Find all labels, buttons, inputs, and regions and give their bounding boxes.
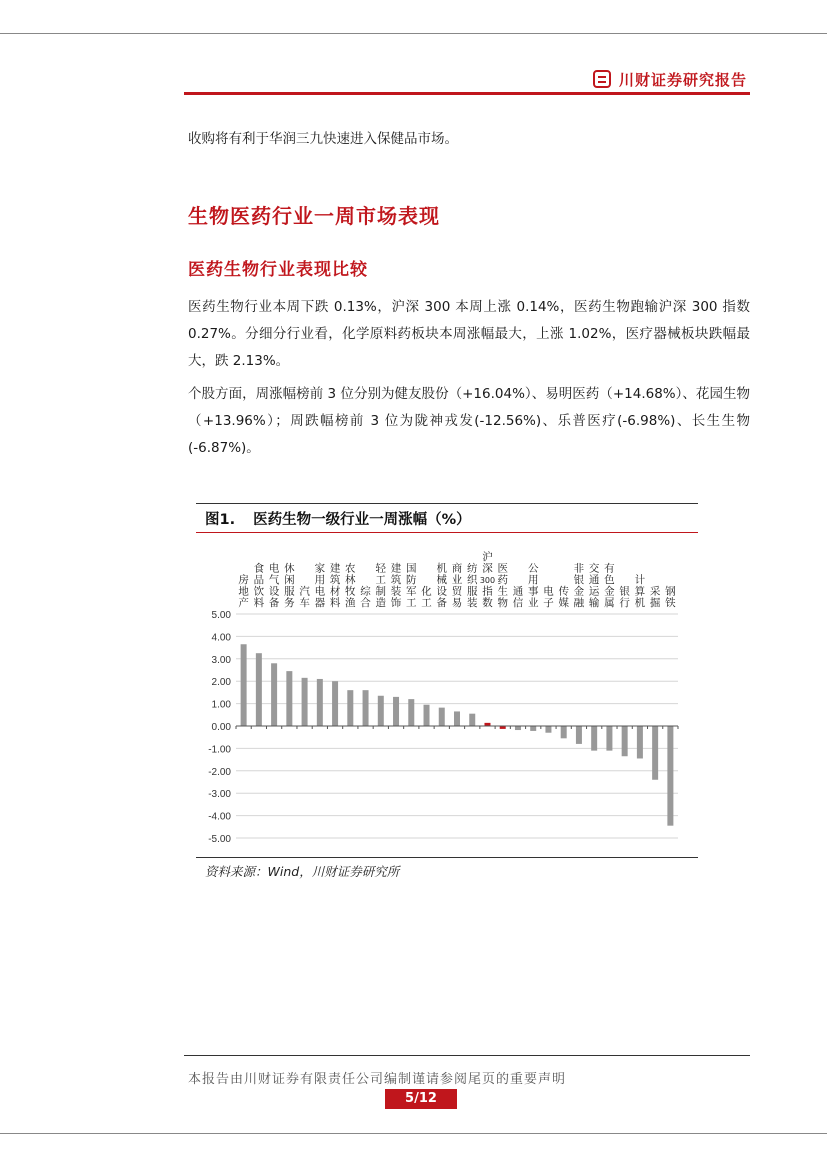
bar: [591, 726, 597, 751]
category-label: 计算机: [634, 574, 646, 609]
intro-text: 收购将有利于华润三九快速进入保健品市场。: [188, 131, 458, 147]
bar: [347, 690, 353, 726]
figure-bottom-rule: [196, 857, 698, 858]
category-label: 交通运输: [588, 562, 600, 609]
category-label: 汽车: [299, 585, 310, 609]
figure-title: [205, 508, 471, 529]
category-label: 公用事业: [527, 562, 539, 609]
bar: [317, 679, 323, 726]
bar: [545, 726, 551, 733]
category-label: 传媒: [558, 585, 569, 609]
bar: [576, 726, 582, 744]
bar: [393, 697, 399, 726]
category-label: 食品饮料: [253, 562, 265, 609]
bar: [606, 726, 612, 751]
category-label: 有色金属: [604, 562, 615, 609]
industry-weekly-change-chart: [196, 540, 696, 852]
category-label: 综合: [360, 585, 371, 609]
paragraph-stocks: 个股方面，周涨幅榜前 3 位分别为健友股份（+16.04%）、易明医药（+14.68%）、花园生物（+13.96%）；周跌幅榜前 3 位为陇神戎发(-12.56%)、乐普医疗(-6.98%)、长生生物(-6.87%)。: [188, 386, 750, 456]
bar: [302, 678, 308, 726]
footer-disclaimer: 本报告由川财证券有限责任公司编制谨请参阅尾页的重要声明: [188, 1072, 567, 1087]
bar: [363, 690, 369, 726]
category-label: 商业贸易: [451, 562, 463, 609]
category-label: 银行: [619, 585, 630, 609]
y-tick-label: -5.00: [208, 834, 231, 845]
y-tick-label: 2.00: [211, 677, 231, 689]
category-label: 电子: [543, 585, 554, 609]
y-tick-label: -4.00: [208, 811, 231, 823]
bar: [424, 705, 430, 726]
bar: [454, 711, 460, 726]
bar: [408, 699, 414, 726]
bar: [241, 644, 247, 726]
y-tick-label: 3.00: [211, 654, 231, 666]
category-label: 农林牧渔: [345, 562, 356, 609]
bar: [439, 708, 445, 726]
bar: [652, 726, 658, 780]
category-label: 建筑装饰: [390, 562, 402, 609]
bar: [286, 671, 292, 726]
category-label: 电气设备: [268, 562, 280, 609]
y-tick-label: 5.00: [211, 610, 231, 621]
subsection-title: 医药生物行业表现比较: [188, 260, 368, 280]
category-label: 建筑材料: [329, 562, 341, 609]
footer-rule: [184, 1055, 750, 1056]
bar: [256, 653, 262, 726]
y-tick-label: 1.00: [211, 699, 231, 711]
category-label: 化工: [421, 585, 432, 609]
category-label: 采掘: [649, 585, 661, 609]
y-tick-label: 4.00: [211, 632, 231, 644]
bar: [332, 681, 338, 726]
category-label: 通信: [512, 585, 524, 609]
section-title: 生物医药行业一周市场表现: [188, 204, 440, 228]
y-tick-label: -2.00: [208, 766, 231, 778]
category-label: 纺织服装: [466, 562, 478, 609]
figure-number: 图1.: [205, 512, 236, 528]
bar: [530, 726, 536, 731]
figure-caption: 医药生物一级行业一周涨幅（%）: [253, 512, 471, 528]
header-rule: [184, 92, 750, 95]
y-tick-label: 0.00: [211, 722, 231, 733]
figure-source: 资料来源：Wind，川财证券研究所: [205, 864, 400, 879]
figure-top-rule: [196, 503, 698, 504]
bar: [469, 714, 475, 726]
bar: [378, 696, 384, 726]
category-label: 国防军工: [406, 562, 417, 609]
page-number: 5/12: [385, 1089, 457, 1109]
bar: [515, 726, 521, 730]
y-tick-label: -1.00: [208, 744, 231, 756]
figure-title-rule: [196, 532, 698, 533]
bar: [561, 726, 567, 738]
bar: [637, 726, 643, 758]
paragraph-industry: 医药生物行业本周下跌 0.13%，沪深 300 本周上涨 0.14%，医药生物跑输沪深 300 指数 0.27%。分细分行业看，化学原料药板块本周涨幅最大，上涨 1.02%，医疗器械板块跌幅最大，跌 2.13%。: [188, 299, 750, 369]
category-label: 房地产: [238, 574, 249, 609]
category-label: 非银金融: [573, 562, 585, 609]
category-label: 医药生物: [497, 562, 508, 609]
chuancai-logo-icon: [593, 70, 611, 88]
report-header: [593, 68, 747, 90]
bar: [622, 726, 628, 756]
brand-name: 川财证券研究报告: [618, 70, 747, 89]
category-label: 休闲服务: [284, 562, 295, 609]
category-label: 机械设备: [436, 562, 448, 609]
y-tick-label: -3.00: [208, 789, 231, 801]
bottom-border-line: [0, 1133, 827, 1134]
category-label: 沪深 300 指数: [479, 551, 496, 609]
bar: [667, 726, 673, 826]
category-label: 钢铁: [665, 585, 676, 609]
category-label: 轻工制造: [375, 562, 387, 609]
top-border-line: [0, 33, 827, 34]
bar: [271, 663, 277, 726]
category-label: 家用电器: [314, 562, 326, 609]
